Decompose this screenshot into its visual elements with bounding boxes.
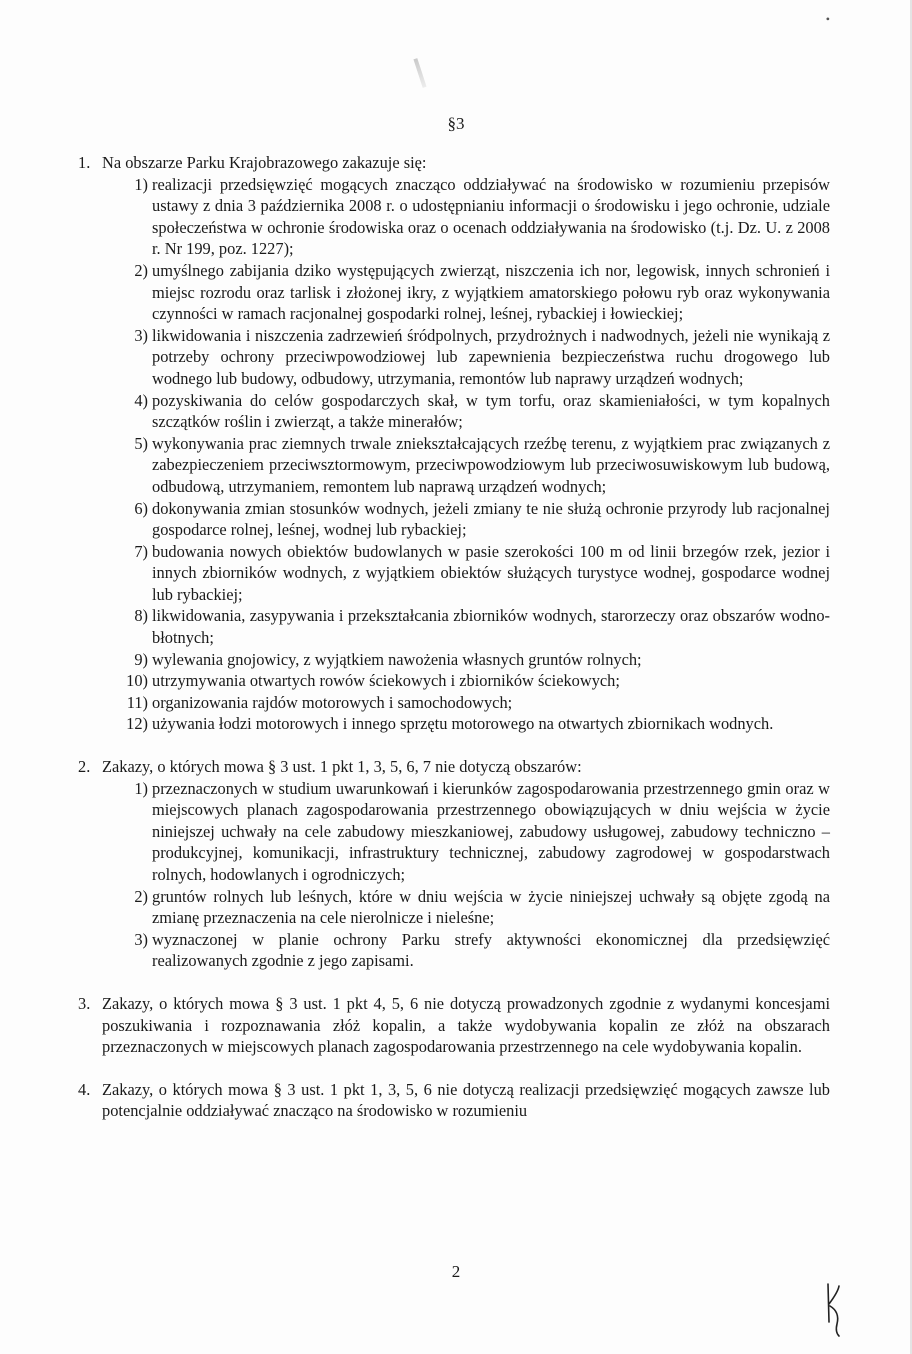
list-item [118, 778, 830, 886]
page-number: 2 [451, 1262, 461, 1281]
list-item [118, 605, 830, 648]
item-number: 4) [134, 390, 148, 410]
item-text: umyślnego zabijania dziko występujących zwierząt, niszczenia ich nor, legowisk, innych schronień i miejsc rozrodu oraz tarlisk i złożonej ikry, z wyjątkiem amatorskiego połowu ryb oraz wykonywania czynności w ramach racjonalnej gospodarki rolnej, leśnej, rybackiej i łowieckiej; [152, 260, 830, 324]
item-text: przeznaczonych w studium uwarunkowań i kierunków zagospodarowania przestrzennego gmin oraz w miejscowych planach zagospodarowania przestrzennego obowiązujących w dniu wejścia w życie niniejszej uchwały na cele zabudowy mieszkaniowej, zabudowy usługowej, zabudowy techniczno – produkcyjnej, komunikacji, infrastruktury technicznej, zabudowy zagrodowej w gospodarstwach rolnych, hodowlanych i ogrodniczych; [152, 778, 830, 884]
item-number: 9) [134, 649, 148, 669]
paragraph-2 [0, 756, 830, 972]
item-number: 6) [134, 498, 148, 518]
paragraph-text: Zakazy, o których mowa § 3 ust. 1 pkt 4, 5, 6 nie dotyczą prowadzonych zgodnie z wydanymi koncesjami poszukiwania i rozpoznawania złóż kopalin, a także wydobywania kopalin ze złóż na obszarach przeznaczonych w miejscowych planach zagospodarowania przestrzennego na cele wydobywania kopalin. [102, 993, 830, 1057]
list-item [118, 325, 830, 390]
item-text: likwidowania i niszczenia zadrzewień śródpolnych, przydrożnych i nadwodnych, jeżeli nie wynikają z potrzeby ochrony przeciwpowodziowej lub zapewnienia bezpieczeństwa ruchu drogowego lub wodnego lub budowy, odbudowy, utrzymania, remontów lub naprawy urządzeń wodnych; [152, 325, 830, 388]
item-text: pozyskiwania do celów gospodarczych skał, w tym torfu, oraz skamieniałości, w tym kopalnych szczątków roślin i zwierząt, a także minerałów; [152, 390, 830, 432]
item-number: 5) [134, 433, 148, 453]
item-text: utrzymywania otwartych rowów ściekowych i zbiorników ściekowych; [152, 671, 620, 691]
item-number: 3) [134, 929, 148, 949]
item-text: używania łodzi motorowych i innego sprzętu motorowego na otwartych zbiornikach wodnych. [152, 714, 774, 734]
scan-smudge [413, 58, 426, 88]
item-number: 1) [134, 174, 148, 194]
paragraph-gap [0, 972, 912, 993]
paragraph-number: 2. [78, 757, 91, 777]
paragraph-4 [0, 1079, 830, 1122]
list-item [118, 649, 830, 671]
paragraph-number: 3. [78, 993, 91, 1013]
list-item [118, 174, 830, 260]
paragraph-1 [0, 152, 830, 735]
item-text: realizacji przedsięwzięć mogących znacząco oddziaływać na środowisko w rozumieniu przepisów ustawy z dnia 3 października 2008 r. o udostępnianiu informacji o środowisku i jego ochronie, udziale społeczeństwa w ochronie środowiska oraz o ocenach oddziaływania na środowisko (t.j. Dz. U. z 2008 r. Nr 199, poz. 1227); [152, 174, 830, 259]
item-text: gruntów rolnych lub leśnych, które w dniu wejścia w życie niniejszej uchwały są objęte zgodą na zmianę przeznaczenia na cele nierolnicze i nieleśne; [152, 886, 830, 928]
item-number: 10) [126, 671, 148, 691]
paragraph-gap [0, 1058, 912, 1079]
paragraph-number: 4. [78, 1079, 91, 1099]
item-text: likwidowania, zasypywania i przekształcania zbiorników wodnych, starorzeczy oraz obszarów wodno-błotnych; [152, 606, 830, 648]
item-number: 3) [134, 325, 148, 345]
paragraph-intro: Zakazy, o których mowa § 3 ust. 1 pkt 1, 3, 5, 6, 7 nie dotyczą obszarów: [102, 757, 582, 777]
handwritten-initial-signature [824, 1282, 844, 1338]
item-number: 2) [134, 260, 148, 280]
paragraph-items [102, 174, 830, 735]
item-number: 8) [134, 606, 148, 626]
list-item [118, 541, 830, 606]
paragraph-text: Zakazy, o których mowa § 3 ust. 1 pkt 1, 3, 5, 6 nie dotyczą realizacji przedsięwzięć mogących zawsze lub potencjalnie oddziaływać znacząco na środowisko w rozumieniu [102, 1079, 830, 1121]
list-item [118, 670, 830, 692]
list-item [118, 929, 830, 972]
list-item [118, 713, 830, 735]
item-text: budowania nowych obiektów budowlanych w pasie szerokości 100 m od linii brzegów rzek, jezior i innych zbiorników wodnych, z wyjątkiem obiektów służących turystyce wodnej, gospodarce wodnej lub rybackiej; [152, 541, 830, 604]
item-number: 2) [134, 886, 148, 906]
item-text: wylewania gnojowicy, z wyjątkiem nawożenia własnych gruntów rolnych; [152, 649, 642, 669]
list-item [118, 433, 830, 498]
item-text: organizowania rajdów motorowych i samochodowych; [152, 692, 513, 712]
section-heading: §3 [447, 114, 465, 133]
list-item [118, 886, 830, 929]
paragraph-intro: Na obszarze Parku Krajobrazowego zakazuje się: [102, 153, 427, 172]
paragraph-items [102, 778, 830, 972]
paragraph-number: 1. [78, 153, 91, 172]
document-body [0, 152, 912, 1122]
item-number: 7) [134, 541, 148, 561]
paragraph-gap [0, 735, 912, 756]
list-item [118, 692, 830, 714]
paragraph-3 [0, 993, 830, 1058]
item-text: wykonywania prac ziemnych trwale zniekształcających rzeźbę terenu, z wyjątkiem prac związanych z zabezpieczeniem przeciwsztormowym, przeciwpowodziowym lub przeciwosuwiskowym lub budową, odbudową, utrzymaniem, remontem lub naprawą urządzeń wodnych; [152, 433, 830, 496]
scan-corner-mark: • [825, 12, 830, 26]
list-item [118, 390, 830, 433]
item-text: dokonywania zmian stosunków wodnych, jeżeli zmiany te nie służą ochronie przyrody lub racjonalnej gospodarce rolnej, leśnej, wodnej lub rybackiej; [152, 498, 830, 540]
item-number: 11) [126, 692, 148, 712]
list-item [118, 260, 830, 325]
item-text: wyznaczonej w planie ochrony Parku strefy aktywności ekonomicznej dla przedsięwzięć realizowanych zgodnie z jego zapisami. [152, 929, 830, 971]
list-item [118, 498, 830, 541]
item-number: 1) [134, 778, 148, 798]
item-number: 12) [126, 714, 148, 734]
